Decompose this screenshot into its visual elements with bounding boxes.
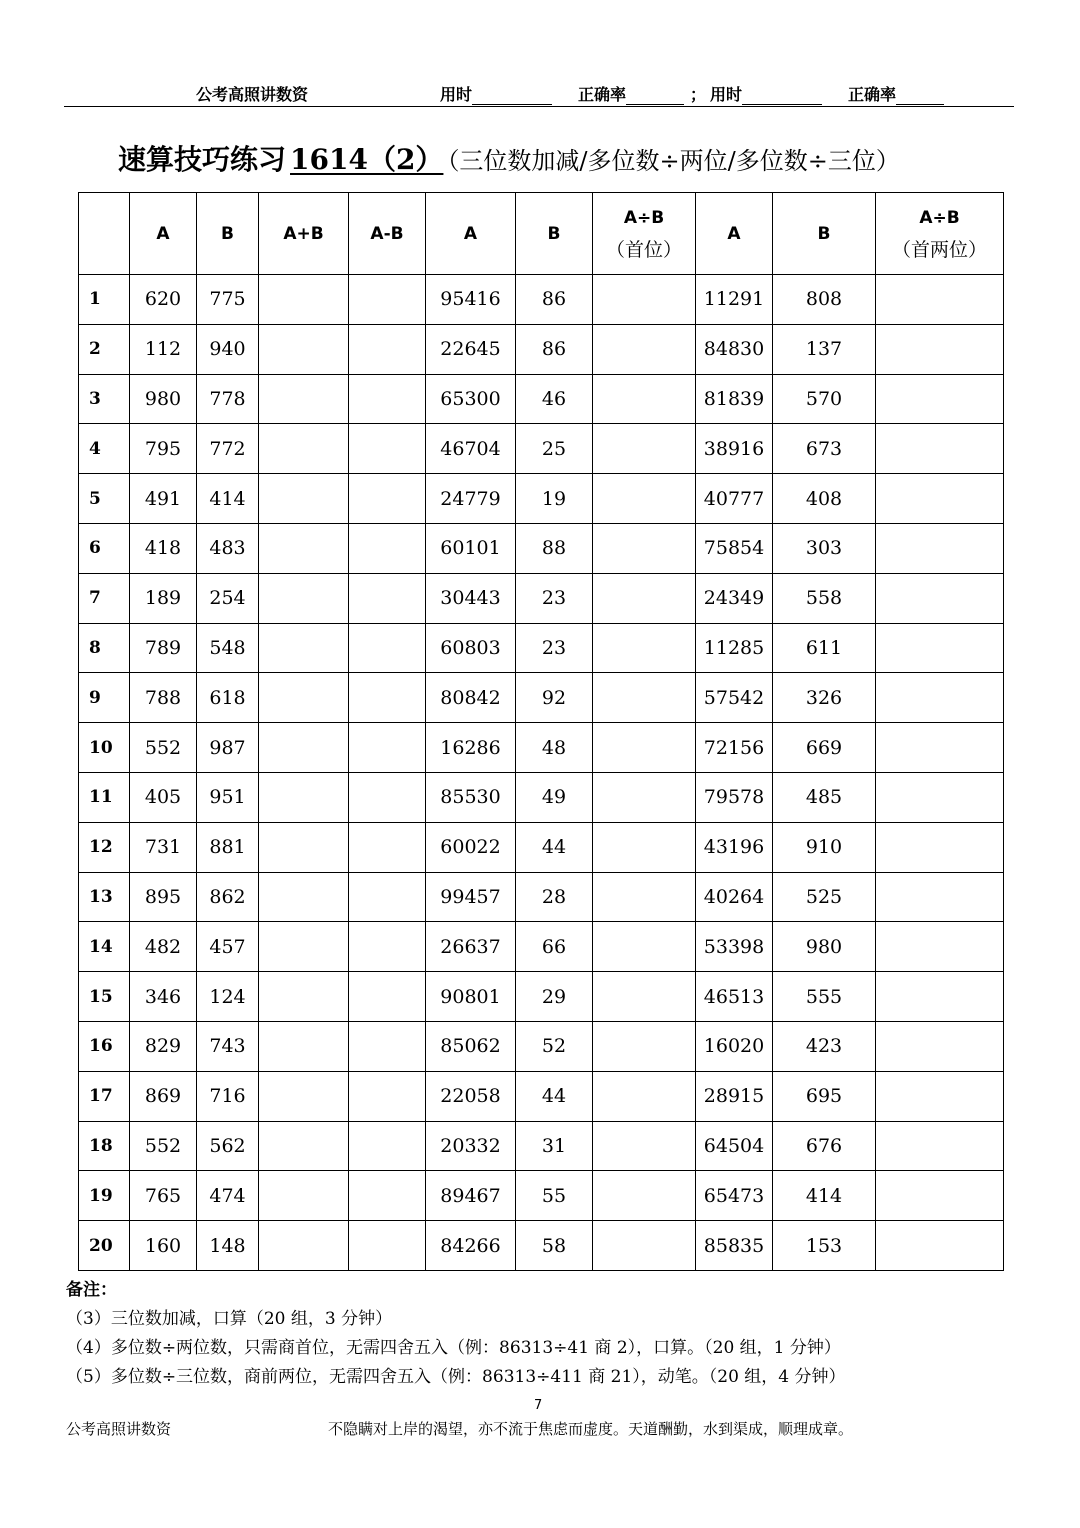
answer-quotient-two[interactable] xyxy=(876,872,1004,922)
cell-b-add: 716 xyxy=(197,1071,259,1121)
cell-a-add: 418 xyxy=(130,523,197,573)
cell-b-div2: 48 xyxy=(516,723,593,773)
answer-quotient-first[interactable] xyxy=(593,1171,696,1221)
cell-b-div3: 153 xyxy=(773,1221,876,1271)
answer-difference[interactable] xyxy=(349,1121,426,1171)
answer-quotient-first[interactable] xyxy=(593,772,696,822)
table-row xyxy=(79,922,1004,972)
footer-motto: 不隐瞒对上岸的渴望，亦不流于焦虑而虚度。天道酬勤，水到渠成，顺理成章。 xyxy=(328,1420,854,1438)
row-index: 7 xyxy=(79,573,130,623)
cell-b-div3: 611 xyxy=(773,623,876,673)
row-index: 20 xyxy=(79,1221,130,1271)
answer-quotient-first[interactable] xyxy=(593,1221,696,1271)
cell-a-div2: 65300 xyxy=(426,374,516,424)
answer-quotient-two[interactable] xyxy=(876,822,1004,872)
cell-b-div2: 92 xyxy=(516,673,593,723)
answer-difference[interactable] xyxy=(349,573,426,623)
footer-brand: 公考高照讲数资 xyxy=(66,1420,172,1438)
cell-b-div2: 19 xyxy=(516,474,593,524)
page-header xyxy=(64,78,1014,107)
cell-a-div2: 99457 xyxy=(426,872,516,922)
answer-quotient-two[interactable] xyxy=(876,723,1004,773)
cell-b-add: 483 xyxy=(197,523,259,573)
cell-b-div3: 555 xyxy=(773,972,876,1022)
answer-quotient-two[interactable] xyxy=(876,772,1004,822)
table-row xyxy=(79,772,1004,822)
answer-sum[interactable] xyxy=(259,673,349,723)
cell-b-div2: 29 xyxy=(516,972,593,1022)
row-index: 15 xyxy=(79,972,130,1022)
time-label-1: 用时 xyxy=(440,85,473,104)
answer-difference[interactable] xyxy=(349,523,426,573)
answer-difference[interactable] xyxy=(349,772,426,822)
answer-quotient-first[interactable] xyxy=(593,1071,696,1121)
cell-a-div3: 43196 xyxy=(696,822,773,872)
cell-b-div3: 423 xyxy=(773,1021,876,1071)
row-index: 11 xyxy=(79,772,130,822)
table-row xyxy=(79,275,1004,325)
header-separator: ； xyxy=(690,85,707,104)
answer-sum[interactable] xyxy=(259,1121,349,1171)
answer-quotient-first[interactable] xyxy=(593,1021,696,1071)
cell-b-add: 772 xyxy=(197,424,259,474)
row-index: 9 xyxy=(79,673,130,723)
answer-quotient-first[interactable] xyxy=(593,424,696,474)
cell-a-div3: 64504 xyxy=(696,1121,773,1171)
cell-b-add: 548 xyxy=(197,623,259,673)
answer-difference[interactable] xyxy=(349,723,426,773)
row-index: 4 xyxy=(79,424,130,474)
cell-a-div3: 79578 xyxy=(696,772,773,822)
table-row xyxy=(79,972,1004,1022)
answer-sum[interactable] xyxy=(259,872,349,922)
cell-a-div3: 85835 xyxy=(696,1221,773,1271)
cell-a-div2: 60022 xyxy=(426,822,516,872)
cell-a-div2: 84266 xyxy=(426,1221,516,1271)
answer-difference[interactable] xyxy=(349,324,426,374)
row-index: 5 xyxy=(79,474,130,524)
header-difference: A-B xyxy=(349,193,426,275)
cell-b-div3: 669 xyxy=(773,723,876,773)
cell-a-div2: 90801 xyxy=(426,972,516,1022)
cell-a-add: 552 xyxy=(130,723,197,773)
cell-b-div2: 66 xyxy=(516,922,593,972)
cell-b-div2: 88 xyxy=(516,523,593,573)
answer-difference[interactable] xyxy=(349,1021,426,1071)
cell-b-div2: 25 xyxy=(516,424,593,474)
time-label-2: 用时 xyxy=(710,85,743,104)
answer-quotient-first[interactable] xyxy=(593,474,696,524)
header-a-div2: A xyxy=(426,193,516,275)
cell-b-add: 457 xyxy=(197,922,259,972)
table-row xyxy=(79,523,1004,573)
cell-b-div2: 86 xyxy=(516,275,593,325)
cell-b-div3: 673 xyxy=(773,424,876,474)
worksheet-title xyxy=(118,138,900,178)
cell-a-div3: 38916 xyxy=(696,424,773,474)
cell-a-div3: 81839 xyxy=(696,374,773,424)
time-blank-2 xyxy=(742,88,822,105)
cell-b-add: 124 xyxy=(197,972,259,1022)
answer-sum[interactable] xyxy=(259,1071,349,1121)
table-row xyxy=(79,1171,1004,1221)
answer-quotient-two[interactable] xyxy=(876,972,1004,1022)
answer-quotient-two[interactable] xyxy=(876,1171,1004,1221)
answer-difference[interactable] xyxy=(349,275,426,325)
title-main: 速算技巧练习 xyxy=(118,143,287,176)
answer-quotient-two[interactable] xyxy=(876,424,1004,474)
answer-quotient-two[interactable] xyxy=(876,573,1004,623)
cell-a-div3: 46513 xyxy=(696,972,773,1022)
table-row xyxy=(79,474,1004,524)
answer-quotient-two[interactable] xyxy=(876,1021,1004,1071)
accuracy-blank-1 xyxy=(626,88,684,105)
cell-b-div2: 58 xyxy=(516,1221,593,1271)
answer-difference[interactable] xyxy=(349,872,426,922)
table-header-row xyxy=(79,193,1004,275)
cell-a-add: 112 xyxy=(130,324,197,374)
answer-sum[interactable] xyxy=(259,772,349,822)
row-index: 14 xyxy=(79,922,130,972)
cell-a-div3: 84830 xyxy=(696,324,773,374)
answer-difference[interactable] xyxy=(349,424,426,474)
cell-a-div2: 85530 xyxy=(426,772,516,822)
title-subtitle: （三位数加减/多位数÷两位/多位数÷三位） xyxy=(447,147,900,175)
cell-a-div3: 11291 xyxy=(696,275,773,325)
cell-b-div3: 910 xyxy=(773,822,876,872)
cell-b-div3: 558 xyxy=(773,573,876,623)
cell-a-add: 491 xyxy=(130,474,197,524)
cell-b-div2: 86 xyxy=(516,324,593,374)
answer-quotient-first[interactable] xyxy=(593,523,696,573)
cell-a-add: 788 xyxy=(130,673,197,723)
cell-a-add: 160 xyxy=(130,1221,197,1271)
answer-quotient-first[interactable] xyxy=(593,972,696,1022)
cell-b-div2: 23 xyxy=(516,623,593,673)
cell-b-add: 940 xyxy=(197,324,259,374)
cell-a-div2: 85062 xyxy=(426,1021,516,1071)
cell-b-div3: 408 xyxy=(773,474,876,524)
row-index: 16 xyxy=(79,1021,130,1071)
row-index: 1 xyxy=(79,275,130,325)
cell-a-div3: 57542 xyxy=(696,673,773,723)
cell-b-div3: 570 xyxy=(773,374,876,424)
cell-a-div2: 16286 xyxy=(426,723,516,773)
answer-sum[interactable] xyxy=(259,324,349,374)
row-index: 2 xyxy=(79,324,130,374)
header-quotient-first xyxy=(593,193,696,275)
cell-a-add: 829 xyxy=(130,1021,197,1071)
cell-a-div3: 65473 xyxy=(696,1171,773,1221)
row-index: 6 xyxy=(79,523,130,573)
answer-difference[interactable] xyxy=(349,1171,426,1221)
cell-a-div2: 80842 xyxy=(426,673,516,723)
cell-a-div2: 60101 xyxy=(426,523,516,573)
table-row xyxy=(79,1021,1004,1071)
time-field-1 xyxy=(440,82,552,105)
answer-quotient-first[interactable] xyxy=(593,275,696,325)
answer-quotient-two[interactable] xyxy=(876,922,1004,972)
cell-b-add: 474 xyxy=(197,1171,259,1221)
header-a-div3: A xyxy=(696,193,773,275)
cell-a-div2: 26637 xyxy=(426,922,516,972)
accuracy-blank-2 xyxy=(896,88,944,105)
answer-quotient-first[interactable] xyxy=(593,922,696,972)
cell-a-add: 482 xyxy=(130,922,197,972)
answer-quotient-two[interactable] xyxy=(876,275,1004,325)
cell-a-add: 731 xyxy=(130,822,197,872)
answer-quotient-two[interactable] xyxy=(876,324,1004,374)
cell-a-div3: 72156 xyxy=(696,723,773,773)
note-line-3: （3）三位数加减，口算（20 组，3 分钟） xyxy=(66,1309,393,1329)
cell-b-add: 951 xyxy=(197,772,259,822)
cell-a-add: 189 xyxy=(130,573,197,623)
answer-difference[interactable] xyxy=(349,972,426,1022)
answer-sum[interactable] xyxy=(259,822,349,872)
cell-b-add: 778 xyxy=(197,374,259,424)
table-row xyxy=(79,573,1004,623)
answer-difference[interactable] xyxy=(349,1221,426,1271)
answer-quotient-two[interactable] xyxy=(876,1121,1004,1171)
answer-quotient-first[interactable] xyxy=(593,872,696,922)
cell-a-div2: 89467 xyxy=(426,1171,516,1221)
answer-sum[interactable] xyxy=(259,474,349,524)
cell-a-add: 980 xyxy=(130,374,197,424)
cell-a-add: 789 xyxy=(130,623,197,673)
cell-a-add: 620 xyxy=(130,275,197,325)
cell-a-div2: 22645 xyxy=(426,324,516,374)
answer-sum[interactable] xyxy=(259,1021,349,1071)
cell-b-div3: 695 xyxy=(773,1071,876,1121)
answer-sum[interactable] xyxy=(259,374,349,424)
table-row xyxy=(79,723,1004,773)
cell-b-div2: 31 xyxy=(516,1121,593,1171)
header-quotient-two-top: A÷B xyxy=(919,207,960,228)
cell-a-div3: 75854 xyxy=(696,523,773,573)
cell-b-div3: 137 xyxy=(773,324,876,374)
row-index: 8 xyxy=(79,623,130,673)
table-row xyxy=(79,872,1004,922)
cell-b-div3: 303 xyxy=(773,523,876,573)
time-field-2 xyxy=(710,82,822,105)
header-b-div2: B xyxy=(516,193,593,275)
cell-a-div2: 20332 xyxy=(426,1121,516,1171)
cell-a-div3: 40777 xyxy=(696,474,773,524)
title-number: 1614（2） xyxy=(290,143,444,176)
header-quotient-two-note: （首两位） xyxy=(891,238,987,261)
answer-quotient-first[interactable] xyxy=(593,723,696,773)
answer-quotient-first[interactable] xyxy=(593,673,696,723)
table-row xyxy=(79,623,1004,673)
header-a-add: A xyxy=(130,193,197,275)
page-number: 7 xyxy=(534,1398,543,1413)
table-row xyxy=(79,424,1004,474)
table-row xyxy=(79,1071,1004,1121)
time-blank-1 xyxy=(472,88,552,105)
answer-sum[interactable] xyxy=(259,523,349,573)
cell-a-div3: 11285 xyxy=(696,623,773,673)
cell-b-div3: 326 xyxy=(773,673,876,723)
cell-b-div3: 980 xyxy=(773,922,876,972)
cell-b-div3: 676 xyxy=(773,1121,876,1171)
accuracy-field-1 xyxy=(578,82,684,105)
notes-section xyxy=(66,1276,846,1392)
answer-quotient-first[interactable] xyxy=(593,324,696,374)
cell-b-div2: 49 xyxy=(516,772,593,822)
cell-a-div2: 46704 xyxy=(426,424,516,474)
cell-b-add: 618 xyxy=(197,673,259,723)
cell-a-div2: 95416 xyxy=(426,275,516,325)
header-brand: 公考高照讲数资 xyxy=(196,85,309,104)
answer-sum[interactable] xyxy=(259,922,349,972)
row-index: 10 xyxy=(79,723,130,773)
cell-a-add: 869 xyxy=(130,1071,197,1121)
cell-b-add: 743 xyxy=(197,1021,259,1071)
cell-b-add: 414 xyxy=(197,474,259,524)
table-row xyxy=(79,673,1004,723)
cell-b-add: 775 xyxy=(197,275,259,325)
cell-b-div2: 44 xyxy=(516,1071,593,1121)
answer-sum[interactable] xyxy=(259,972,349,1022)
header-sum: A+B xyxy=(259,193,349,275)
answer-quotient-two[interactable] xyxy=(876,623,1004,673)
cell-a-add: 346 xyxy=(130,972,197,1022)
row-index: 17 xyxy=(79,1071,130,1121)
cell-a-add: 765 xyxy=(130,1171,197,1221)
cell-b-add: 862 xyxy=(197,872,259,922)
cell-a-div2: 30443 xyxy=(426,573,516,623)
table-row xyxy=(79,324,1004,374)
answer-sum[interactable] xyxy=(259,424,349,474)
cell-a-div3: 53398 xyxy=(696,922,773,972)
row-index: 19 xyxy=(79,1171,130,1221)
table-row xyxy=(79,1221,1004,1271)
table-row xyxy=(79,374,1004,424)
answer-quotient-two[interactable] xyxy=(876,673,1004,723)
cell-a-div2: 24779 xyxy=(426,474,516,524)
header-quotient-first-note: （首位） xyxy=(605,238,682,261)
answer-difference[interactable] xyxy=(349,922,426,972)
cell-b-add: 148 xyxy=(197,1221,259,1271)
answer-quotient-first[interactable] xyxy=(593,374,696,424)
header-quotient-first-top: A÷B xyxy=(623,207,665,228)
note-line-4: （4）多位数÷两位数，只需商首位，无需四舍五入（例：86313÷41 商 2），口算。（20 组，1 分钟） xyxy=(66,1338,841,1358)
cell-b-add: 254 xyxy=(197,573,259,623)
answer-sum[interactable] xyxy=(259,723,349,773)
cell-b-add: 987 xyxy=(197,723,259,773)
cell-b-div2: 52 xyxy=(516,1021,593,1071)
table-row xyxy=(79,1121,1004,1171)
answer-quotient-two[interactable] xyxy=(876,374,1004,424)
cell-b-add: 562 xyxy=(197,1121,259,1171)
answer-difference[interactable] xyxy=(349,1071,426,1121)
cell-b-div3: 485 xyxy=(773,772,876,822)
answer-quotient-first[interactable] xyxy=(593,623,696,673)
cell-a-div3: 24349 xyxy=(696,573,773,623)
answer-difference[interactable] xyxy=(349,822,426,872)
answer-quotient-two[interactable] xyxy=(876,1071,1004,1121)
cell-b-div2: 44 xyxy=(516,822,593,872)
answer-sum[interactable] xyxy=(259,1171,349,1221)
answer-sum[interactable] xyxy=(259,275,349,325)
answer-difference[interactable] xyxy=(349,623,426,673)
table-body xyxy=(79,275,1004,1271)
cell-a-div2: 60803 xyxy=(426,623,516,673)
cell-b-div2: 23 xyxy=(516,573,593,623)
cell-a-div3: 28915 xyxy=(696,1071,773,1121)
answer-quotient-two[interactable] xyxy=(876,1221,1004,1271)
cell-b-div2: 28 xyxy=(516,872,593,922)
header-quotient-two xyxy=(876,193,1004,275)
row-index: 13 xyxy=(79,872,130,922)
answer-quotient-first[interactable] xyxy=(593,573,696,623)
cell-a-add: 795 xyxy=(130,424,197,474)
header-index xyxy=(79,193,130,275)
cell-a-div2: 22058 xyxy=(426,1071,516,1121)
answer-sum[interactable] xyxy=(259,1221,349,1271)
cell-b-div3: 525 xyxy=(773,872,876,922)
cell-a-div3: 40264 xyxy=(696,872,773,922)
cell-b-div3: 414 xyxy=(773,1171,876,1221)
answer-difference[interactable] xyxy=(349,374,426,424)
cell-a-add: 895 xyxy=(130,872,197,922)
answer-difference[interactable] xyxy=(349,673,426,723)
header-b-add: B xyxy=(197,193,259,275)
answer-sum[interactable] xyxy=(259,573,349,623)
cell-b-div3: 808 xyxy=(773,275,876,325)
accuracy-label-1: 正确率 xyxy=(578,85,627,104)
cell-a-add: 405 xyxy=(130,772,197,822)
cell-a-add: 552 xyxy=(130,1121,197,1171)
cell-a-div3: 16020 xyxy=(696,1021,773,1071)
notes-label: 备注： xyxy=(66,1280,117,1300)
practice-table xyxy=(78,192,1004,1271)
cell-b-add: 881 xyxy=(197,822,259,872)
cell-b-div2: 55 xyxy=(516,1171,593,1221)
row-index: 18 xyxy=(79,1121,130,1171)
answer-quotient-first[interactable] xyxy=(593,822,696,872)
cell-b-div2: 46 xyxy=(516,374,593,424)
header-b-div3: B xyxy=(773,193,876,275)
answer-difference[interactable] xyxy=(349,474,426,524)
answer-sum[interactable] xyxy=(259,623,349,673)
answer-quotient-two[interactable] xyxy=(876,523,1004,573)
answer-quotient-two[interactable] xyxy=(876,474,1004,524)
row-index: 3 xyxy=(79,374,130,424)
answer-quotient-first[interactable] xyxy=(593,1121,696,1171)
table-row xyxy=(79,822,1004,872)
accuracy-field-2 xyxy=(848,82,944,105)
row-index: 12 xyxy=(79,822,130,872)
accuracy-label-2: 正确率 xyxy=(848,85,897,104)
note-line-5: （5）多位数÷三位数，商前两位，无需四舍五入（例：86313÷411 商 21），动笔。（20 组，4 分钟） xyxy=(66,1367,846,1387)
